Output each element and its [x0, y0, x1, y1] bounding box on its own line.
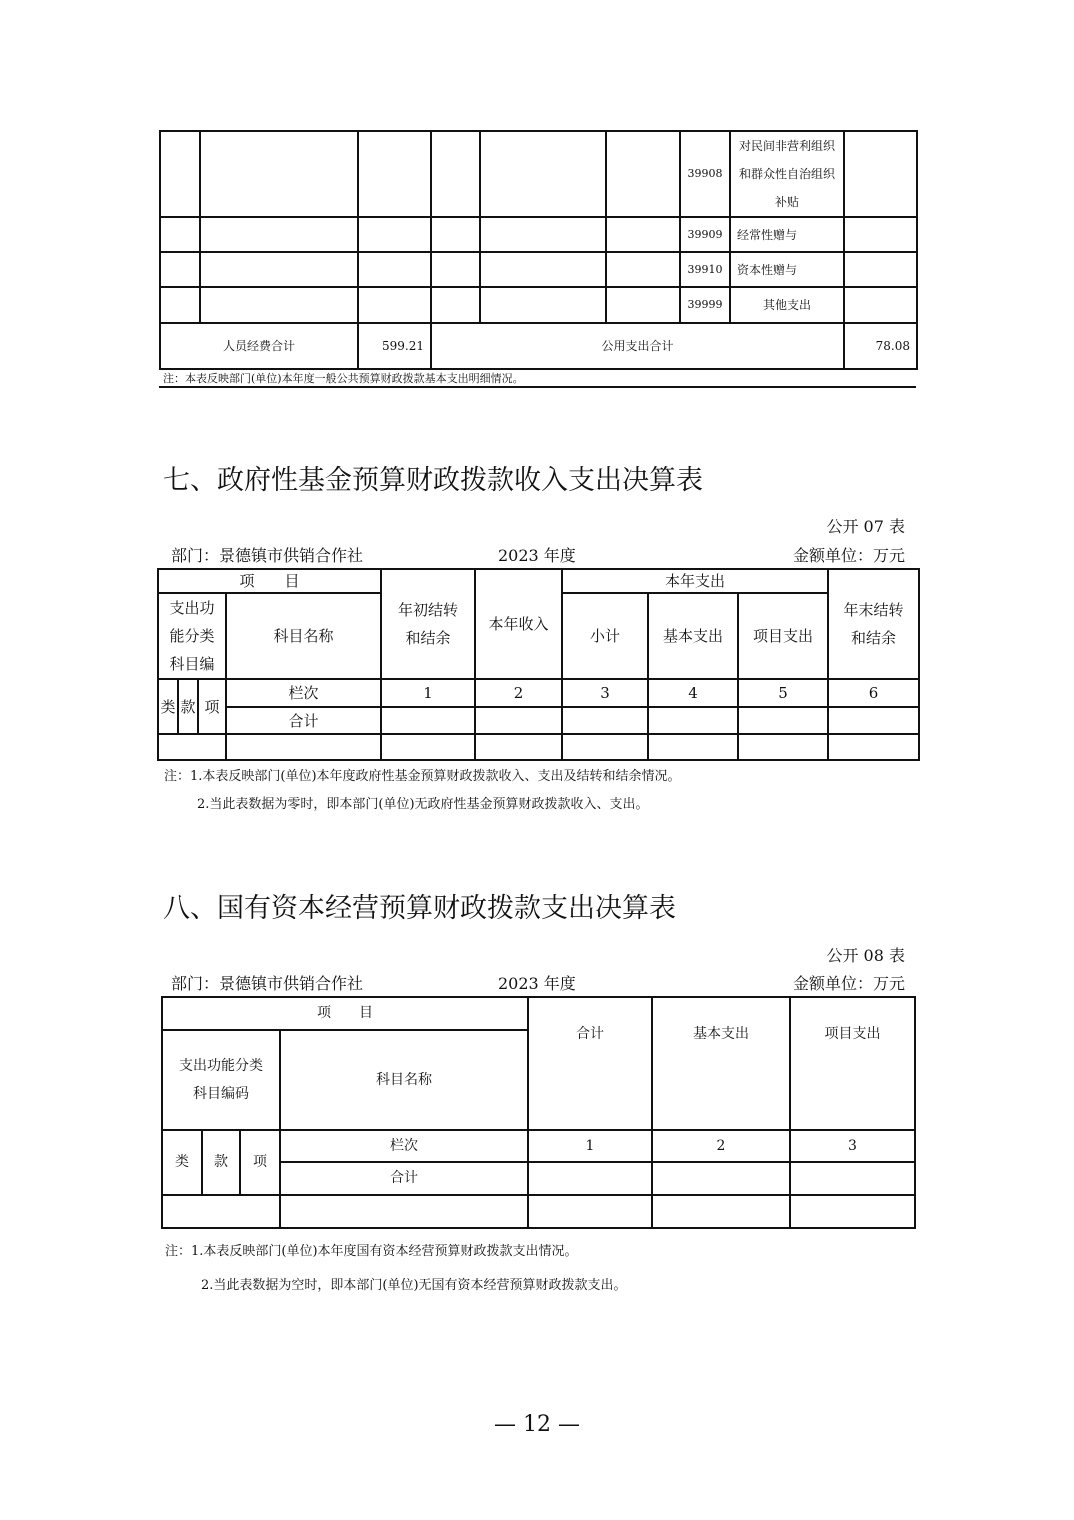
header-subtotal: 小计: [562, 593, 648, 679]
section7-table: [157, 568, 920, 761]
header-kuan: 款: [178, 679, 198, 734]
table6-tail: [159, 130, 918, 370]
header-item: 项 目: [158, 569, 381, 593]
col-number: 1: [381, 679, 475, 707]
col-label: 栏次: [280, 1130, 528, 1162]
table-row: [160, 287, 917, 323]
totals-row: [160, 323, 917, 369]
col-number: 3: [562, 679, 648, 707]
personnel-total-label: 人员经费合计: [160, 323, 358, 369]
header-lei: 类: [162, 1130, 202, 1195]
section8-dept: 部门：景德镇市供销合作社: [171, 974, 364, 993]
col-number: 3: [790, 1130, 915, 1162]
section7-note-2: 2.当此表数据为零时，即本部门(单位)无政府性基金预算财政拨款收入、支出。: [197, 797, 649, 812]
col-number: 2: [475, 679, 562, 707]
table-row: [162, 1195, 915, 1228]
page-number: — 12 —: [494, 1412, 580, 1437]
table-row: [160, 131, 917, 217]
table-row: [158, 734, 919, 760]
header-project: 项目支出: [790, 997, 915, 1130]
header-func-code: 支出功能分类科目编码: [162, 1030, 280, 1130]
col-number: 1: [528, 1130, 652, 1162]
header-func-code: 支出功能分类科目编: [158, 593, 226, 679]
header-expense-group: 本年支出: [562, 569, 828, 593]
col-number: 5: [738, 679, 828, 707]
col-number: 4: [648, 679, 738, 707]
col-number: 2: [652, 1130, 790, 1162]
header-xiang: 项: [198, 679, 226, 734]
section7-dept: 部门：景德镇市供销合作社: [171, 546, 364, 565]
row-code: 39910: [680, 252, 730, 287]
col-number: 6: [828, 679, 919, 707]
public-total-label: 公用支出合计: [431, 323, 844, 369]
header-kuan: 款: [202, 1130, 240, 1195]
header-project: 项目支出: [738, 593, 828, 679]
section8-year: 2023 年度: [498, 974, 576, 993]
section7-note-1: 注：1.本表反映部门(单位)本年度政府性基金预算财政拨款收入、支出及结转和结余情况。: [164, 769, 681, 784]
section8-note-2: 2.当此表数据为空时，即本部门(单位)无国有资本经营预算财政拨款支出。: [201, 1278, 627, 1293]
row-name: 对民间非营利组织和群众性自治组织补贴: [730, 131, 844, 217]
header-begin-balance: 年初结转和结余: [381, 569, 475, 679]
section8-title: 八、国有资本经营预算财政拨款支出决算表: [163, 893, 676, 924]
section7-year: 2023 年度: [498, 546, 576, 565]
row-code: 39909: [680, 217, 730, 252]
section7-unit: 金额单位：万元: [792, 546, 905, 565]
header-lei: 类: [158, 679, 178, 734]
header-end-balance: 年末结转和结余: [828, 569, 919, 679]
header-basic: 基本支出: [652, 997, 790, 1130]
table-row: [160, 252, 917, 287]
table6-note: 注：本表反映部门(单位)本年度一般公共预算财政拨款基本支出明细情况。: [163, 372, 524, 385]
public-total-value: 78.08: [844, 323, 917, 369]
divider: [159, 386, 916, 388]
section7-title: 七、政府性基金预算财政拨款收入支出决算表: [163, 465, 703, 496]
table-row: [160, 217, 917, 252]
header-basic: 基本支出: [648, 593, 738, 679]
section8-form-no: 公开 08 表: [826, 946, 905, 965]
header-subject-name: 科目名称: [226, 593, 381, 679]
section8-table: [161, 996, 916, 1229]
personnel-total-value: 599.21: [358, 323, 431, 369]
col-label: 栏次: [226, 679, 381, 707]
row-code: 39999: [680, 287, 730, 323]
row-code: 39908: [680, 131, 730, 217]
header-income: 本年收入: [475, 569, 562, 679]
header-total: 合计: [528, 997, 652, 1130]
row-name: 经常性赠与: [730, 217, 844, 252]
row-name: 资本性赠与: [730, 252, 844, 287]
header-subject-name: 科目名称: [280, 1030, 528, 1130]
header-xiang: 项: [240, 1130, 280, 1195]
total-label: 合计: [226, 707, 381, 734]
section7-form-no: 公开 07 表: [826, 517, 905, 536]
section8-note-1: 注：1.本表反映部门(单位)本年度国有资本经营预算财政拨款支出情况。: [165, 1244, 578, 1259]
section8-unit: 金额单位：万元: [792, 974, 905, 993]
header-item: 项 目: [162, 997, 528, 1030]
total-label: 合计: [280, 1162, 528, 1195]
row-name: 其他支出: [730, 287, 844, 323]
